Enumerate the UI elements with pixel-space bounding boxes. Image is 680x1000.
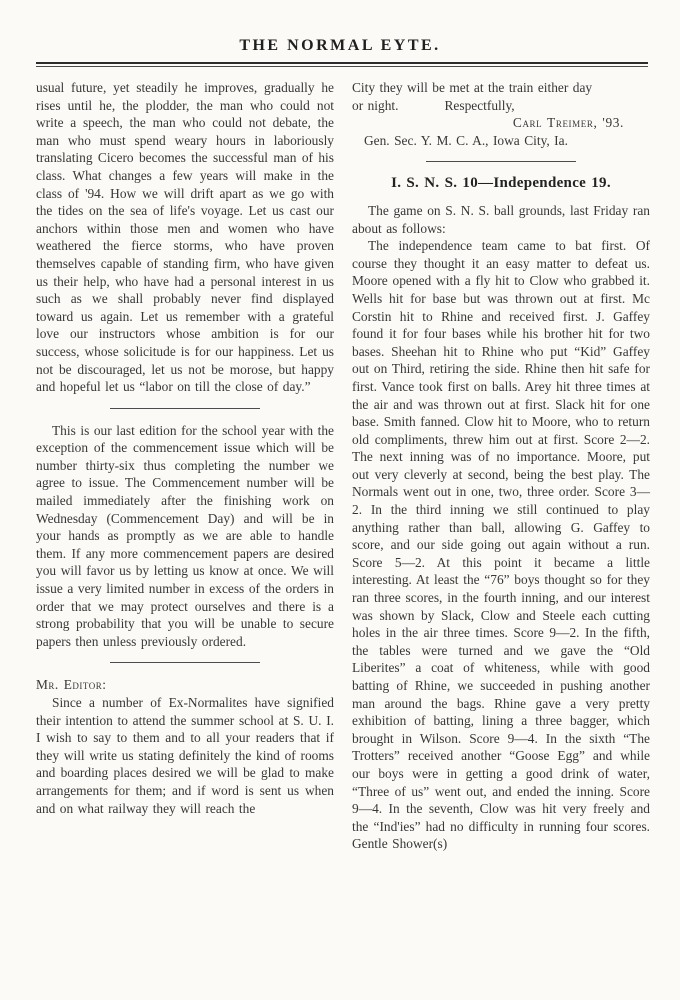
left-paragraph-ex-normalites-letter: Since a number of Ex-Normalites have signified their intention to attend the summer school at S. U. I. I wish to say to them and to all your readers that if they will write us stating definitely the kind of rooms and boarding places desired we will be glad to make arrangements for them; and if word is sent us when and on what railway they will reach the (36, 695, 334, 816)
masthead-title: THE NORMAL EYTE. (239, 37, 441, 54)
signature-title: Gen. Sec. Y. M. C. A., Iowa City, Ia. (364, 132, 568, 148)
article-heading: I. S. N. S. 10—Independence 19. (391, 175, 611, 192)
column-container (0, 67, 680, 853)
signature-name: Carl Treimer, '93. (512, 115, 624, 131)
article-paragraph-intro: The game on S. N. S. ball grounds, last Friday ran about as follows: (352, 202, 650, 236)
left-paragraph-continuation: usual future, yet steadily he improves, gradually he rises until he, the plodder, the man who could not write a speech, the man who could not debate, the man who must spend weary hours in laboriously translating Cicero becomes the successful man of his class. What changes a few years will make in the class of '94. How we will drift apart as we go with the tides on the sea of life's voyage. Let us cast our anchors within those men and women who have weathered the fierce storms, who have proven themselves capable of standing firm, who have given us their help, who have had a personal interest in us such as we shall probably never find displayed toward us again. Let us remember with a grateful love our instructors whose ambition is for our success, whose solicitude is for our happiness. Let us not be discouraged, let us not be morose, but happy and hopeful let us “labor on till the close of day.” (36, 80, 334, 395)
letter-continuation-line: City they will be met at the train either day (352, 80, 593, 95)
right-column (352, 79, 650, 853)
article-paragraph-game-report: The independence team came to bat first. Of course they thought it an easy matter to defeat us. Moore opened with a fly hit to Clow who grabbed it. Wells hit for base but was thrown out at first. Mc Corstin hit to Rhine and received first. J. Gaffey found it for four bases while his brother hit for two bases. Sheehan hit to Rhine who put “Kid” Gaffey out on Third, retiring the side. Rhine then hit safe for first. Vance took first on balls. Arey hit three times at the air and was thrown out at first. Slack hit for one base. Smith fanned. Clow hit to Moore, who to return old compliments, threw him out at first. Score 2—2. The next inning was of no importance. Moore, put out very cleverly at second, being the best play. The Normals went out in one, two, three order. Score 3—2. In the third inning we still continued to play anything rather than ball, allowing G. Gaffey to score, and our side going out again without a run. Score 5—2. At this point it became a little interesting. At least the “76” boys thought so for they ran three scores, in the fourth inning, and our interest was shown by Slack, Clow and Steele each cutting holes in the air three times. Score 9—2. In the fifth, the tables were turned and we gave the “Old Liberites” a coat of whiteness, while with good batting of Rhine, we succeeded in pushing another man around the bags. Rhine gave a very pretty exhibition of batting, lining a three bagger, which brought in Wilson. Score 9—4. In the sixth “The Trotters” received another “Goose Egg” and while our boys were in getting a good drink of water, “Three of us” went out, and ended the inning. Score 9—4. In the seventh, Clow was hit very freely and the “Ind'ies” had no difficulty in running four scores. Gentle Shower(s) (352, 238, 650, 852)
left-paragraph-last-edition: This is our last edition for the school year with the exception of the commencement issue which will be number thirty-six thus completing the number we agree to issue. The Commencement number will be mailed immediately after the finishing work on Wednesday (Commencement Day) and will be in your hands as promptly as we are able to handle them. If any more commencement papers are desired you will favor us by letting us know at once. We will issue a very limited number in excess of the orders in order that we may protect ourselves and there is a strong probability that you will be unable to secure papers then unless previously ordered. (36, 422, 334, 649)
section-divider (426, 161, 576, 162)
letter-closing-left: or night. (352, 97, 399, 113)
editor-salutation: Mr. Editor: (36, 677, 107, 693)
section-divider (110, 662, 260, 663)
section-divider (110, 408, 260, 409)
left-column (36, 79, 334, 853)
letter-respectfully: Respectfully, (444, 97, 515, 113)
letter-closing-line (352, 97, 650, 115)
